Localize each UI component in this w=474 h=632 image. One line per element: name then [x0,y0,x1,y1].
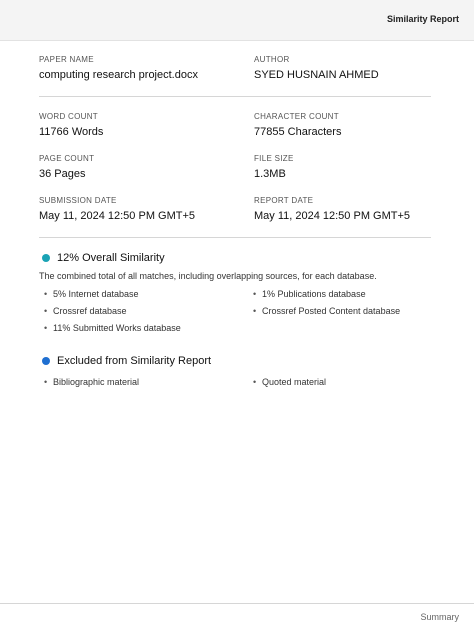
footer-divider [0,603,474,604]
page-count-label: PAGE COUNT [39,154,95,163]
word-count-label: WORD COUNT [39,112,98,121]
submission-date-label: SUBMISSION DATE [39,196,117,205]
paper-name-value: computing research project.docx [39,69,198,81]
similarity-description: The combined total of all matches, including overlapping sources, for each database. [39,271,377,281]
similarity-heading [42,252,165,264]
report-date-label: REPORT DATE [254,196,314,205]
excluded-title: Excluded from Similarity Report [57,355,212,367]
similarity-dot-icon [42,254,50,262]
report-date-value: May 11, 2024 12:50 PM GMT+5 [254,210,411,222]
excluded-dot-icon [42,357,50,365]
author-value: SYED HUSNAIN AHMED [254,69,379,81]
similarity-item: • 11% Submitted Works database [44,323,181,333]
excluded-item: • Bibliographic material [44,377,139,387]
paper-name-label: PAPER NAME [39,55,94,64]
file-size-label: FILE SIZE [254,154,294,163]
file-size-value: 1.3MB [254,168,286,180]
submission-date-value: May 11, 2024 12:50 PM GMT+5 [39,210,196,222]
excluded-heading [42,355,211,367]
footer-summary-label: Summary [420,612,459,622]
report-header [0,0,474,41]
author-label: AUTHOR [254,55,290,64]
divider-middle [39,237,431,238]
similarity-item: • 5% Internet database [44,289,139,299]
similarity-item: • Crossref database [44,306,127,316]
similarity-item: • 1% Publications database [253,289,366,299]
character-count-value: 77855 Characters [254,126,342,138]
page-count-value: 36 Pages [39,168,86,180]
word-count-value: 11766 Words [39,126,104,138]
divider-top [39,96,431,97]
report-title: Similarity Report [386,14,459,24]
excluded-item: • Quoted material [253,377,326,387]
similarity-item: • Crossref Posted Content database [253,306,400,316]
character-count-label: CHARACTER COUNT [254,112,339,121]
similarity-title: 12% Overall Similarity [57,252,165,264]
